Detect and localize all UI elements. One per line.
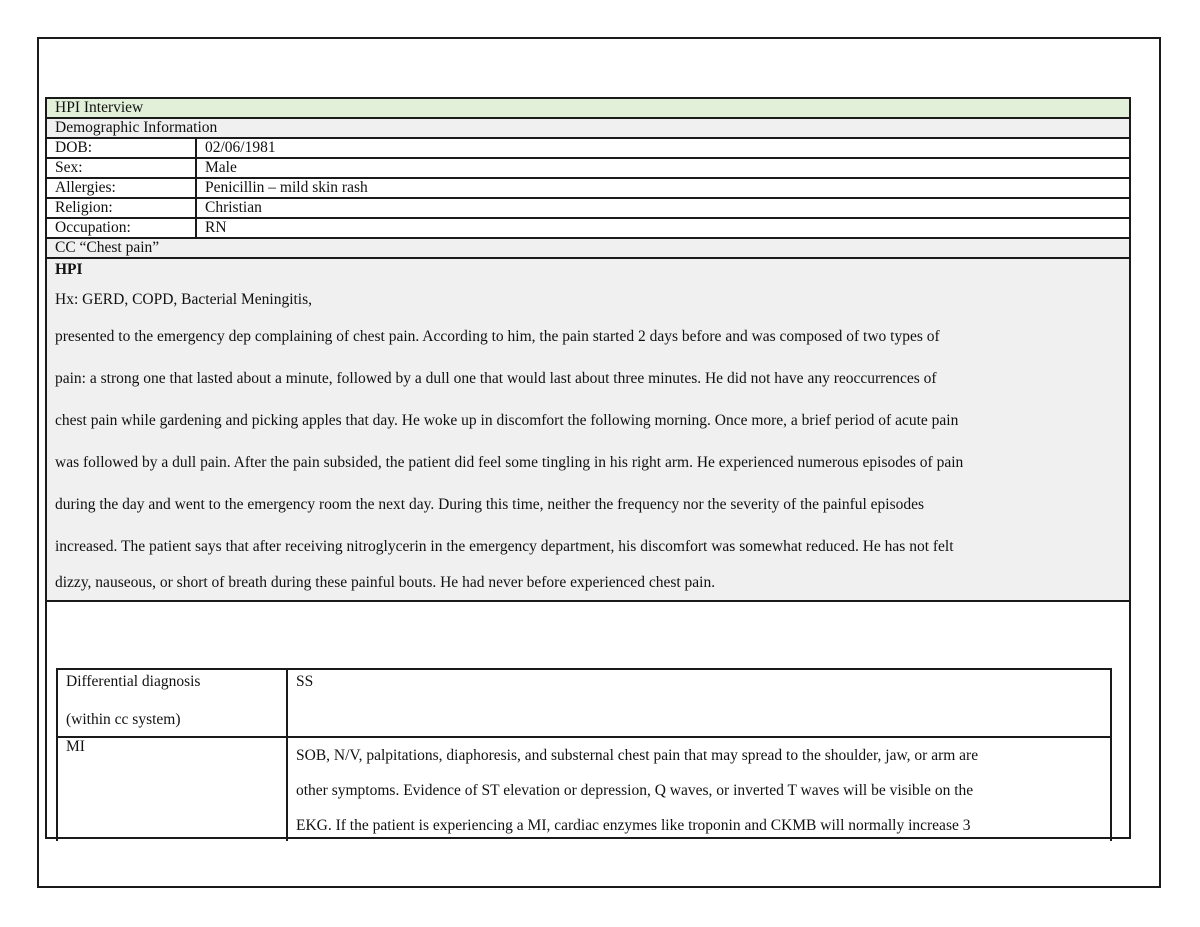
field-label: Allergies: [47,179,197,197]
title-row [47,99,1129,119]
field-value: 02/06/1981 [205,139,276,156]
demographic-row-religion [47,199,1129,219]
demographic-row-occupation [47,219,1129,239]
table-header-row [58,670,1110,738]
header-cell-diagnosis [58,670,288,736]
demographic-row-dob [47,139,1129,159]
hpi-text-line: during the day and went to the emergency room the next day. During this time, neither the frequency nor the severity of the painful episodes [55,496,925,513]
hpi-history: Hx: GERD, COPD, Bacterial Meningitis, [55,291,313,308]
ss-text-line: SOB, N/V, palpitations, diaphoresis, and substernal chest pain that may spread to the shoulder, jaw, or arm are [296,747,979,764]
field-value: RN [205,219,227,236]
table-row [58,738,1110,841]
signs-symptoms-cell [288,738,1110,841]
table-bottom-rule [45,837,1131,839]
hpi-heading: HPI [55,261,83,278]
hpi-section [47,259,1129,602]
hpi-text-line: dizzy, nauseous, or short of breath during these painful bouts. He had never before experienced chest pain. [55,574,716,591]
diagnosis-cell: MI [58,738,288,841]
ss-text-line: other symptoms. Evidence of ST elevation or depression, Q waves, or inverted T waves will be visible on the [296,782,974,799]
field-value: Christian [205,199,262,216]
field-label: DOB: [47,139,197,157]
field-label: Sex: [47,159,197,177]
field-label: Occupation: [47,219,197,237]
hpi-text-line: pain: a strong one that lasted about a minute, followed by a dull one that would last about three minutes. He did not have any reoccurrences of [55,370,937,387]
hpi-text-line: presented to the emergency dep complaining of chest pain. According to him, the pain started 2 days before and was composed of two types of [55,328,940,345]
header-cell-ss: SS [296,673,314,690]
hpi-text-line: was followed by a dull pain. After the pain subsided, the patient did feel some tingling in his right arm. He experienced numerous episodes of pain [55,454,964,471]
header-sublabel: (within cc system) [66,711,181,728]
field-value: Penicillin – mild skin rash [205,179,368,196]
hpi-text-line: increased. The patient says that after receiving nitroglycerin in the emergency department, his discomfort was somewhat reduced. He has not felt [55,538,954,555]
demographic-row-allergies [47,179,1129,199]
ss-text-line: EKG. If the patient is experiencing a MI, cardiac enzymes like troponin and CKMB will normally increase 3 [296,817,971,834]
field-value: Male [205,159,237,176]
chief-complaint-row [47,239,1129,259]
section-title: Demographic Information [55,119,218,136]
section-row [47,119,1129,139]
field-label: Religion: [47,199,197,217]
demographic-row-sex [47,159,1129,179]
document-title: HPI Interview [55,99,144,116]
hpi-document [45,97,1131,839]
hpi-text-line: chest pain while gardening and picking apples that day. He woke up in discomfort the following morning. Once more, a brief period of acute pain [55,412,959,429]
differential-diagnosis-table [56,668,1112,841]
chief-complaint: CC “Chest pain” [55,239,160,256]
header-label: Differential diagnosis [66,673,201,690]
